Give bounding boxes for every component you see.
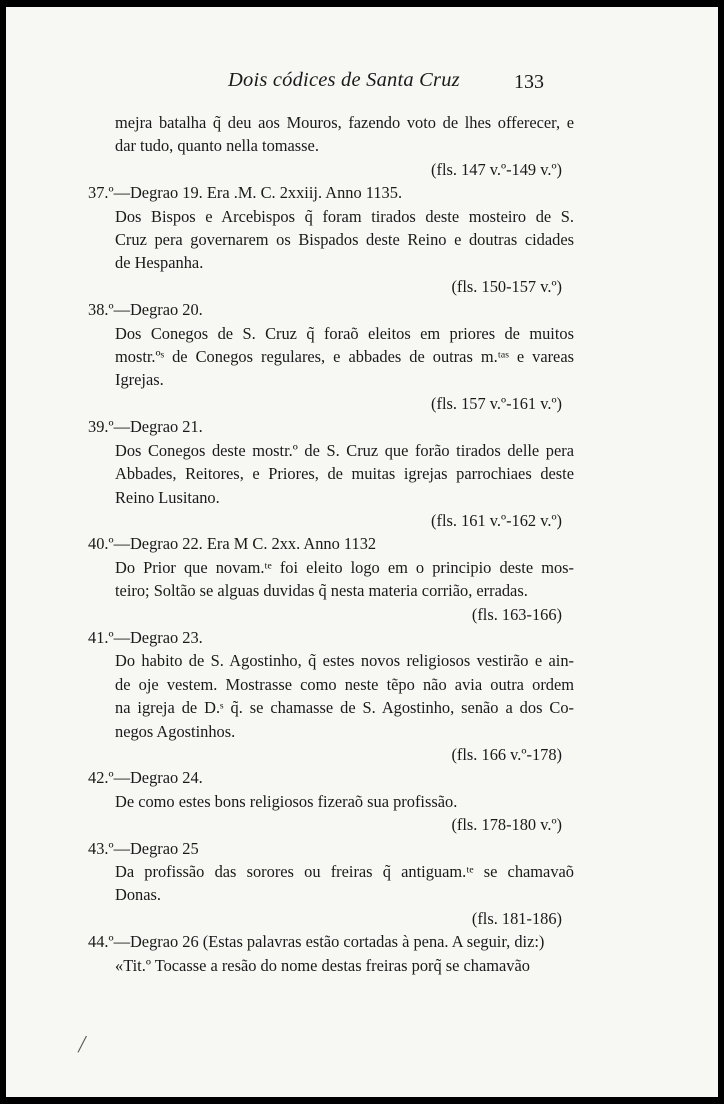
- text-line: mejra batalha q̃ deu aos Mouros, fazendo voto de lhes offerecer, e: [115, 113, 574, 132]
- catalog-entry: [88, 415, 574, 532]
- entry-heading: 37.º—Degrao 19. Era .M. C. 2xxiij. Anno 1135.: [88, 183, 403, 203]
- folio-reference: (fls. 178-180 v.º): [451, 815, 562, 835]
- text-line: Dos Conegos de S. Cruz q̃ foraõ eleitos em priores de muitos: [115, 323, 574, 343]
- text-line: teiro; Soltão se alguas duvidas q̃ nesta materia corrião, erradas.: [115, 581, 528, 601]
- folio-reference: (fls. 161 v.º-162 v.º): [431, 510, 562, 530]
- text-line: mostr.ºˢ de Conegos regulares, e abbades de outras m.ᵗᵃˢ e vareas: [115, 347, 574, 367]
- text-line: Abbades, Reitores, e Priores, de muitas igrejas parrochiaes deste: [115, 464, 574, 484]
- entry-heading: 39.º—Degrao 21.: [88, 417, 203, 437]
- entry-description: [88, 205, 574, 275]
- catalog-entry: [88, 930, 574, 977]
- folio-reference: (fls. 157 v.º-161 v.º): [431, 393, 562, 413]
- page-header: [6, 67, 718, 97]
- entry-description: [88, 954, 574, 977]
- entry-description: [88, 649, 574, 743]
- text-line: «Tit.º Tocasse a resão do nome destas freiras porq̃ se chamavão: [115, 955, 530, 975]
- text-line: Reino Lusitano.: [115, 487, 220, 507]
- text-line: Donas.: [115, 885, 161, 905]
- text-line: Cruz pera governarem os Bispados deste Reino e doutras cidades: [115, 230, 574, 250]
- text-line: negos Agostinhos.: [115, 721, 236, 741]
- text-line: na igreja de D.ˢ q̃. se chamasse de S. Agostinho, senão a dos Co-: [115, 698, 574, 718]
- folio-reference: (fls. 147 v.º-149 v.º): [431, 159, 562, 179]
- text-line: dar tudo, quanto nella tomasse.: [115, 136, 319, 156]
- entry-description: [88, 439, 574, 509]
- text-line: Dos Bispos e Arcebispos q̃ foram tirados deste mosteiro de S.: [115, 206, 574, 226]
- text-line: Dos Conegos deste mostr.º de S. Cruz que forão tirados delle pera: [115, 440, 574, 460]
- text-line: de oje vestem. Mostrasse como neste tẽpo não avia outra ordem: [115, 674, 574, 694]
- folio-reference: (fls. 166 v.º-178): [451, 744, 562, 764]
- entry-list: [88, 181, 574, 977]
- text-line: de Hespanha.: [115, 253, 204, 273]
- entry-description: [88, 860, 574, 907]
- running-title: Dois códices de Santa Cruz: [228, 69, 460, 91]
- entry-heading: 41.º—Degrao 23.: [88, 627, 203, 647]
- page-number: 133: [514, 71, 544, 93]
- catalog-entry: [88, 532, 574, 626]
- text-line: Igrejas.: [115, 370, 164, 390]
- margin-pencil-mark: ╱: [78, 1038, 87, 1053]
- text-line: Do habito de S. Agostinho, q̃ estes novos religiosos vestirão e ain-: [115, 651, 574, 671]
- catalog-entry: [88, 626, 574, 766]
- entry-heading: 43.º—Degrao 25: [88, 838, 199, 858]
- intro-text: [88, 111, 574, 158]
- catalog-entry: [88, 298, 574, 415]
- entry-description: [88, 322, 574, 392]
- folio-reference: (fls. 150-157 v.º): [451, 276, 562, 296]
- page-body: [88, 111, 574, 977]
- catalog-entry: [88, 181, 574, 298]
- text-line: De como estes bons religiosos fizeraõ sua profissão.: [115, 791, 458, 811]
- entry-heading: 42.º—Degrao 24.: [88, 768, 203, 788]
- catalog-entry: [88, 837, 574, 931]
- page: [6, 7, 718, 1097]
- folio-reference: (fls. 181-186): [471, 908, 562, 928]
- text-line: Da profissão das sorores ou freiras q̃ antiguam.ᵗᵉ se chamavaõ: [115, 862, 574, 881]
- entry-heading: 44.º—Degrao 26 (Estas palavras estão cortadas à pena. A seguir, diz:): [88, 932, 545, 952]
- entry-description: [88, 556, 574, 603]
- entry-heading: 38.º—Degrao 20.: [88, 300, 203, 320]
- catalog-entry: [88, 766, 574, 836]
- folio-reference: (fls. 163-166): [471, 604, 562, 624]
- entry-heading: 40.º—Degrao 22. Era M C. 2xx. Anno 1132: [88, 534, 377, 554]
- text-line: Do Prior que novam.ᵗᵉ foi eleito logo em o principio deste mos-: [115, 557, 574, 577]
- entry-description: [88, 790, 574, 813]
